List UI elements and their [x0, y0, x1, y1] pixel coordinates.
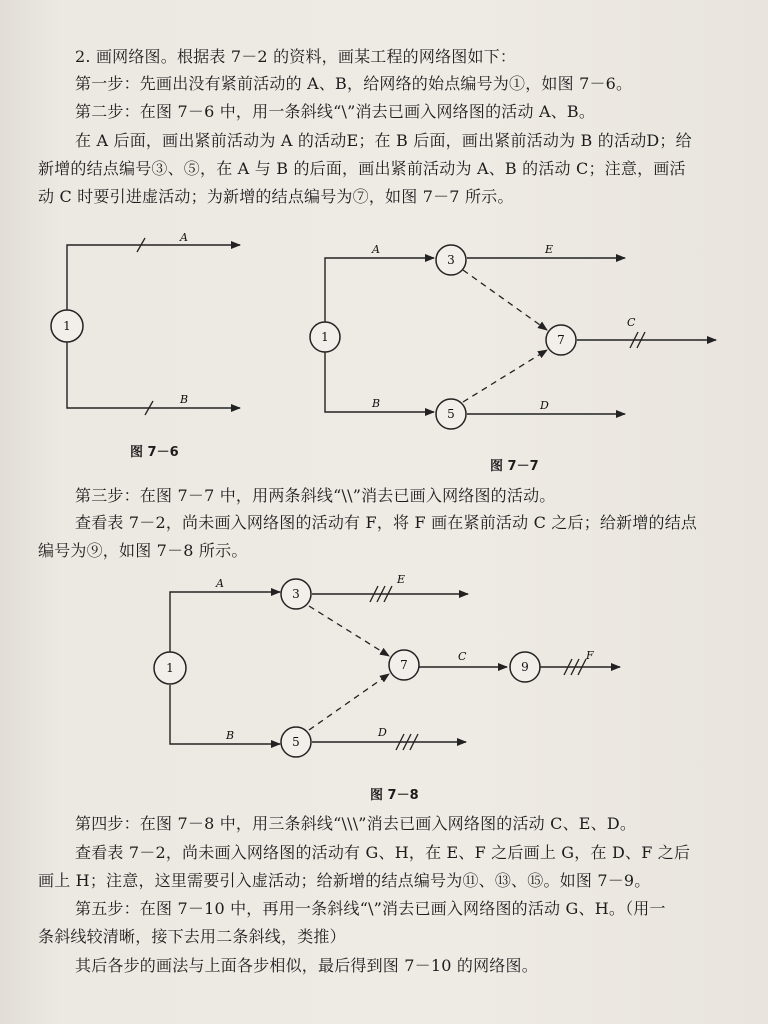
svg-text:7: 7	[400, 658, 408, 672]
edge-B	[170, 685, 280, 744]
svg-text:1: 1	[321, 330, 329, 344]
text-line: 第一步：先画出没有紧前活动的 A、B，给网络的始点编号为①，如图 7－6。	[75, 74, 633, 93]
text-line: 编号为⑨，如图 7－8 所示。	[38, 541, 248, 560]
text-line: 画上 H；注意，这里需要引入虚活动；给新增的结点编号为⑪、⑬、⑮。如图 7－9。	[38, 871, 651, 890]
edge-A	[170, 592, 280, 652]
text-line: 2. 画网络图。根据表 7－2 的资料，画某工程的网络图如下：	[75, 47, 517, 66]
edge-label: D	[378, 726, 387, 739]
figure-7-7	[310, 243, 716, 429]
text-line: 在 A 后面，画出紧前活动为 A 的活动E；在 B 后面，画出紧前活动为 B 的活动D；给	[75, 131, 692, 150]
edge-label: E	[397, 573, 406, 586]
text-line: 第三步：在图 7－7 中，用两条斜线“\\”消去已画入网络图的活动。	[75, 486, 556, 505]
figure-caption: 图 7－7	[490, 459, 539, 474]
dummy-edge	[309, 606, 389, 656]
edge-label: B	[372, 397, 381, 410]
svg-text:5: 5	[292, 735, 300, 749]
node-7	[546, 325, 576, 355]
text-line: 动 C 时要引进虚活动；为新增的结点编号为⑦，如图 7－7 所示。	[38, 187, 514, 206]
text-line: 第四步：在图 7－8 中，用三条斜线“\\\”消去已画入网络图的活动 C、E、D。	[75, 814, 637, 833]
node-1	[154, 652, 186, 684]
edge-label: F	[586, 649, 594, 662]
edge-A	[325, 258, 434, 322]
edge-label: C	[458, 650, 467, 663]
node-1	[51, 310, 83, 342]
figure-caption: 图 7－8	[370, 788, 419, 803]
text-line: 新增的结点编号③、⑤，在 A 与 B 的后面，画出紧前活动为 A、B 的活动 C；注意，画活	[38, 159, 686, 178]
dummy-edge	[463, 270, 547, 330]
edge-label: B	[180, 393, 189, 406]
dummy-edge	[463, 350, 547, 402]
edge-label: C	[627, 316, 636, 329]
text-line: 查看表 7－2，尚未画入网络图的活动有 G、H，在 E、F 之后画上 G，在 D、F 之后	[75, 843, 691, 862]
edge-label: A	[216, 577, 224, 590]
node-5	[281, 727, 311, 757]
node-7	[389, 650, 419, 680]
node-3	[436, 245, 466, 275]
edge-A	[67, 245, 240, 310]
edge-label: B	[226, 729, 235, 742]
svg-text:5: 5	[447, 407, 455, 421]
figure-7-8	[154, 573, 620, 757]
node-9	[510, 652, 540, 682]
svg-text:3: 3	[292, 587, 300, 601]
edge-label: D	[540, 399, 549, 412]
edge-label: E	[545, 243, 554, 256]
svg-text:9: 9	[521, 660, 529, 674]
figure-caption: 图 7－6	[130, 445, 179, 460]
text-line: 第五步：在图 7－10 中，再用一条斜线“\”消去已画入网络图的活动 G、H。（用一	[75, 899, 666, 918]
figure-7-6	[51, 231, 240, 415]
svg-text:1: 1	[166, 661, 174, 675]
text-line: 条斜线较清晰，接下去用二条斜线，类推）	[38, 927, 346, 946]
svg-text:7: 7	[557, 333, 565, 347]
svg-text:1: 1	[63, 319, 71, 333]
edge-label: A	[180, 231, 188, 244]
edge-B	[67, 342, 240, 408]
text-line: 查看表 7－2，尚未画入网络图的活动有 F，将 F 画在紧前活动 C 之后；给新增的结点	[75, 513, 698, 532]
text-line: 第二步：在图 7－6 中，用一条斜线“\”消去已画入网络图的活动 A、B。	[75, 102, 596, 121]
node-5	[436, 399, 466, 429]
node-1	[310, 322, 340, 352]
edge-label: A	[372, 243, 380, 256]
text-line: 其后各步的画法与上面各步相似，最后得到图 7－10 的网络图。	[75, 956, 538, 975]
node-3	[281, 579, 311, 609]
svg-text:3: 3	[447, 253, 455, 267]
dummy-edge	[309, 674, 389, 730]
